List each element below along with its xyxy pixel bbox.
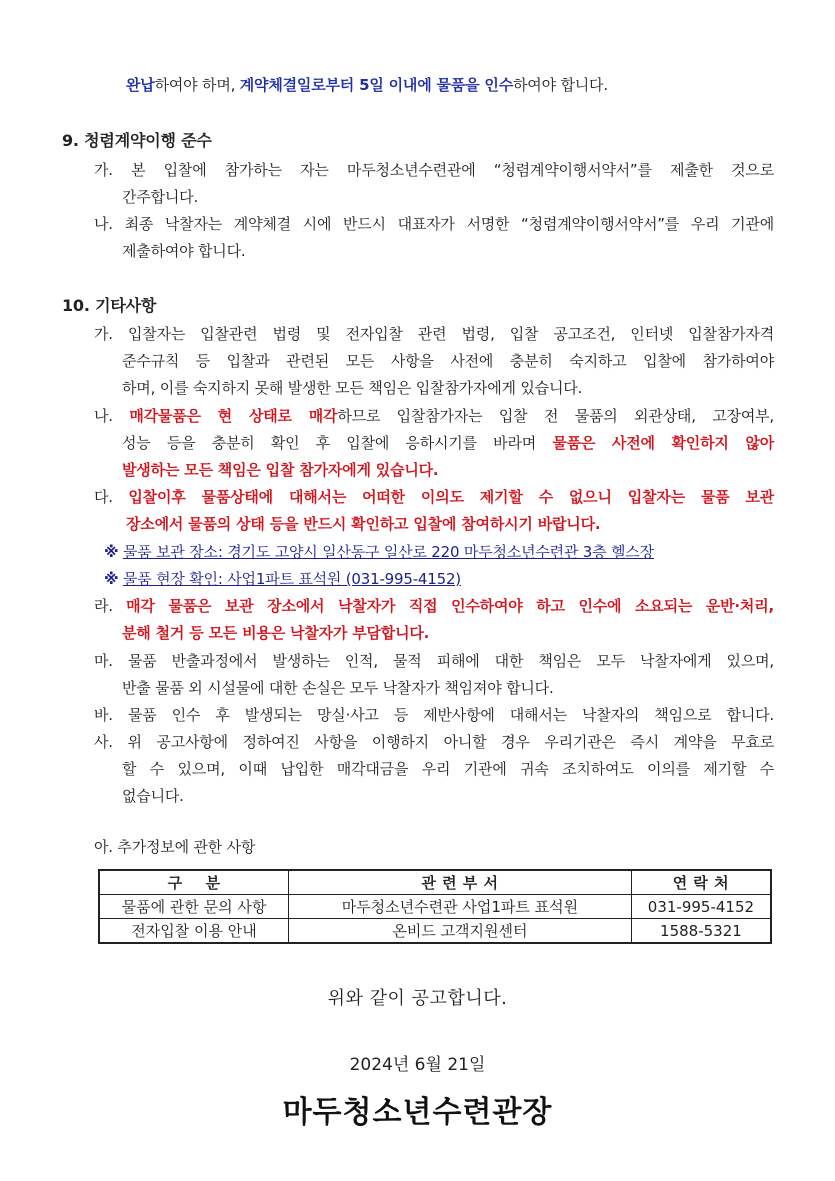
item-na-prefix: 나. xyxy=(94,407,130,425)
section10-item-a-line1: 아. 추가정보에 관한 사항 xyxy=(94,838,256,856)
additional-info-table xyxy=(98,869,772,944)
table-cell-category: 물품에 관한 문의 사항 xyxy=(99,895,289,919)
section9-heading: 9. 청렴계약이행 준수 xyxy=(62,131,212,150)
table-row xyxy=(99,919,771,944)
table-cell-contact: 1588-5321 xyxy=(631,919,771,944)
section10-item-ga-line1: 가. 입찰자는 입찰관련 법령 및 전자입찰 관련 법령, 입찰 공고조건, 인터넷 입찰참가자격 xyxy=(94,325,774,343)
section9-item-ga-line2: 간주합니다. xyxy=(122,188,199,206)
table-cell-category: 전자입찰 이용 안내 xyxy=(99,919,289,944)
section10-item-ma-line1: 마. 물품 반출과정에서 발생하는 인적, 물적 피해에 대한 책임은 모두 낙찰자에게 있으며, xyxy=(94,652,774,670)
item-na-red-2: 물품은 사전에 확인하지 않아 xyxy=(552,434,774,452)
intro-text-1: 하여야 하며, xyxy=(154,76,240,94)
closing-statement: 위와 같이 공고합니다. xyxy=(327,988,508,1009)
intro-highlight-1: 완납 xyxy=(126,76,155,94)
table-cell-department: 마두청소년수련관 사업1파트 표석원 xyxy=(289,895,632,919)
inspection-note xyxy=(104,568,461,590)
storage-location-text: 물품 보관 장소: 경기도 고양시 일산동구 일산로 220 마두청소년수련관 3층 헬스장 xyxy=(122,543,654,561)
announcement-date: 2024년 6월 21일 xyxy=(349,1055,486,1075)
section10-item-na-line2 xyxy=(122,432,774,454)
section10-item-da-line2: 장소에서 물품의 상태 등을 반드시 확인하고 입찰에 참여하시기 바랍니다. xyxy=(126,515,601,533)
issuer-name: 마두청소년수련관장 xyxy=(282,1095,553,1130)
section10-item-sa-line1: 사. 위 공고사항에 정하여진 사항을 이행하지 아니할 경우 우리기관은 즉시 계약을 무효로 xyxy=(94,733,774,751)
section10-item-sa-line2: 할 수 있으며, 이때 납입한 매각대금을 우리 기관에 귀속 조치하여도 이의를 제기할 수 xyxy=(122,760,774,778)
item-na-red-1: 매각물품은 현 상태로 매각 xyxy=(129,407,338,425)
section9-item-na-line1: 나. 최종 낙찰자는 계약체결 시에 반드시 대표자가 서명한 “청렴계약이행서약서”를 우리 기관에 xyxy=(94,215,774,233)
table-header-department: 관 련 부 서 xyxy=(289,870,632,895)
note-mark: ※ xyxy=(104,570,119,588)
table-row xyxy=(99,895,771,919)
inspection-contact-text: 물품 현장 확인: 사업1파트 표석원 (031-995-4152) xyxy=(122,570,461,588)
table-header-row xyxy=(99,870,771,895)
intro-line xyxy=(126,74,608,96)
section9-item-ga-line1: 가. 본 입찰에 참가하는 자는 마두청소년수련관에 “청렴계약이행서약서”를 제출한 것으로 xyxy=(94,161,774,179)
item-na-plain-2: 성능 등을 충분히 확인 후 입찰에 응하시기를 바라며 xyxy=(122,434,553,452)
item-ra-prefix: 라. xyxy=(94,597,127,615)
item-da-red-1: 입찰이후 물품상태에 대해서는 어떠한 이의도 제기할 수 없으니 입찰자는 물품 보관 xyxy=(128,488,774,506)
section10-item-ga-line3: 하며, 이를 숙지하지 못해 발생한 모든 책임은 입찰참가자에게 있습니다. xyxy=(122,379,583,397)
section10-heading: 10. 기타사항 xyxy=(62,296,157,315)
item-ra-red-1: 매각 물품은 보관 장소에서 낙찰자가 직접 인수하여야 하고 인수에 소요되는 운반·처리, xyxy=(126,597,774,615)
section10-item-ga-line2: 준수규칙 등 입찰과 관련된 모든 사항을 사전에 충분히 숙지하고 입찰에 참가하여야 xyxy=(122,352,774,370)
table-header-category: 구 분 xyxy=(99,870,289,895)
section10-item-da-line1 xyxy=(94,486,774,508)
section9-item-na-line2: 제출하여야 합니다. xyxy=(122,242,246,260)
table-cell-department: 온비드 고객지원센터 xyxy=(289,919,632,944)
note-mark: ※ xyxy=(104,543,119,561)
intro-highlight-2: 계약체결일로부터 5일 이내에 물품을 인수 xyxy=(239,76,514,94)
item-na-rest-1: 하므로 입찰참가자는 입찰 전 물품의 외관상태, 고장여부, xyxy=(337,407,774,425)
storage-note xyxy=(104,541,654,563)
section10-item-ra-line1 xyxy=(94,595,774,617)
table-cell-contact: 031-995-4152 xyxy=(631,895,771,919)
section10-item-na-line1 xyxy=(94,405,774,427)
item-da-prefix: 다. xyxy=(94,488,129,506)
section10-item-na-line3: 발생하는 모든 책임은 입찰 참가자에게 있습니다. xyxy=(122,461,439,479)
section10-item-sa-line3: 없습니다. xyxy=(122,787,184,805)
table-header-contact: 연 락 처 xyxy=(631,870,771,895)
section10-item-ma-line2: 반출 물품 외 시설물에 대한 손실은 모두 낙찰자가 책임져야 합니다. xyxy=(122,679,554,697)
section10-item-ra-line2: 분해 철거 등 모든 비용은 낙찰자가 부담합니다. xyxy=(122,624,430,642)
section10-item-ba-line1: 바. 물품 인수 후 발생되는 망실·사고 등 제반사항에 대해서는 낙찰자의 책임으로 합니다. xyxy=(94,706,774,724)
intro-text-2: 하여야 합니다. xyxy=(513,76,608,94)
